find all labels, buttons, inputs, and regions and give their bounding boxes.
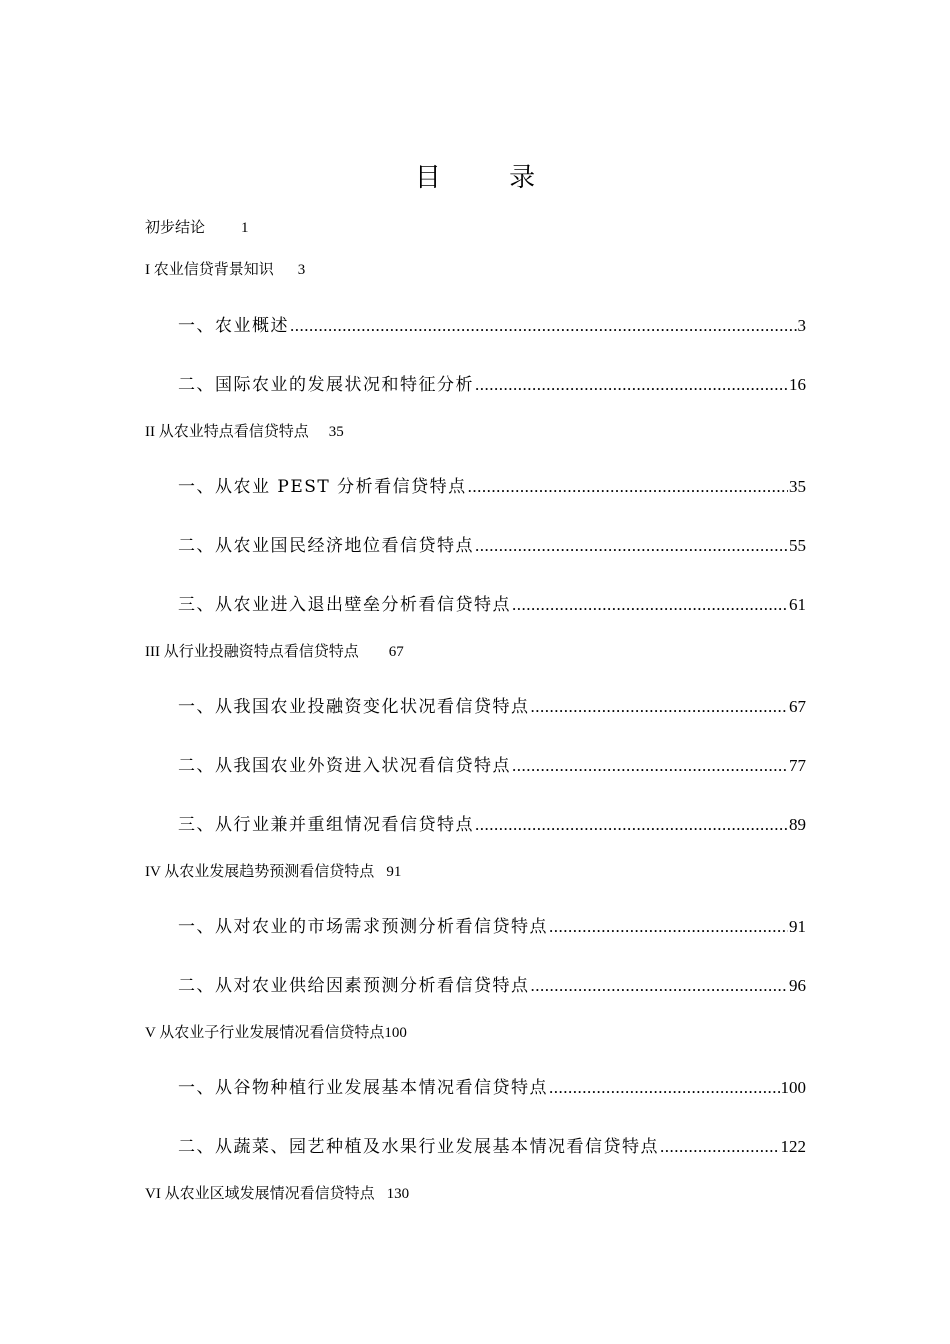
toc-dot-leader bbox=[475, 373, 788, 397]
toc-entry-label: VI 从农业区域发展情况看信贷特点 bbox=[145, 1186, 375, 1202]
toc-entry-label: 一、从我国农业投融资变化状况看信贷特点 bbox=[178, 697, 530, 717]
toc-entry-label: I 农业信贷背景知识 bbox=[145, 262, 274, 278]
toc-section-entry[interactable] bbox=[178, 314, 806, 338]
toc-dot-leader bbox=[660, 1135, 780, 1159]
toc-section-entry[interactable] bbox=[178, 534, 806, 558]
toc-entry-label: V 从农业子行业发展情况看信贷特点 bbox=[145, 1025, 385, 1041]
toc-chapter-entry[interactable] bbox=[145, 260, 305, 280]
toc-entry-label: IV 从农业发展趋势预测看信贷特点 bbox=[145, 864, 375, 880]
toc-entry-label: 二、从我国农业外资进入状况看信贷特点 bbox=[178, 756, 511, 776]
toc-entry-label: 二、从农业国民经济地位看信贷特点 bbox=[178, 536, 474, 556]
toc-section-entry[interactable] bbox=[178, 695, 806, 719]
toc-section-entry[interactable] bbox=[178, 1076, 806, 1100]
toc-entry-page: 35 bbox=[789, 477, 806, 496]
toc-section-entry[interactable] bbox=[178, 475, 806, 499]
toc-entry-page: 35 bbox=[328, 424, 344, 440]
toc-dot-leader bbox=[290, 314, 797, 338]
toc-entry-page: 67 bbox=[789, 697, 806, 716]
toc-dot-leader bbox=[475, 813, 788, 837]
toc-section-entry[interactable] bbox=[178, 373, 806, 397]
toc-entry-label: III 从行业投融资特点看信贷特点 bbox=[145, 644, 359, 660]
toc-entry-page: 55 bbox=[789, 536, 806, 555]
toc-chapter-entry[interactable] bbox=[145, 1184, 409, 1204]
toc-chapter-entry[interactable] bbox=[145, 422, 344, 442]
toc-dot-leader bbox=[549, 915, 788, 939]
toc-section-entry[interactable] bbox=[178, 915, 806, 939]
toc-entry-page: 130 bbox=[386, 1186, 410, 1202]
toc-dot-leader bbox=[549, 1076, 780, 1100]
toc-entry-label: II 从农业特点看信贷特点 bbox=[145, 424, 309, 440]
toc-title: 目 录 bbox=[414, 163, 566, 193]
toc-dot-leader bbox=[512, 754, 788, 778]
toc-entry-page: 1 bbox=[241, 220, 249, 236]
toc-chapter-entry[interactable] bbox=[145, 1023, 407, 1043]
toc-section-entry[interactable] bbox=[178, 754, 806, 778]
toc-entry-page: 100 bbox=[384, 1025, 407, 1041]
toc-entry-page: 77 bbox=[789, 756, 806, 775]
toc-entry-page: 16 bbox=[789, 375, 806, 394]
toc-entry-page: 61 bbox=[789, 595, 806, 614]
toc-entry-label: 二、从蔬菜、园艺种植及水果行业发展基本情况看信贷特点 bbox=[178, 1137, 659, 1157]
toc-dot-leader bbox=[512, 593, 788, 617]
toc-dot-leader bbox=[531, 974, 789, 998]
toc-dot-leader bbox=[475, 534, 788, 558]
toc-entry-label: 二、国际农业的发展状况和特征分析 bbox=[178, 375, 474, 395]
toc-chapter-entry[interactable] bbox=[145, 642, 404, 662]
toc-entry-label: 一、农业概述 bbox=[178, 316, 289, 336]
toc-entry-page: 100 bbox=[780, 1078, 806, 1097]
toc-entry-page: 96 bbox=[789, 976, 806, 995]
toc-entry-page: 67 bbox=[388, 644, 404, 660]
toc-entry-label: 一、从谷物种植行业发展基本情况看信贷特点 bbox=[178, 1078, 548, 1098]
toc-entry-page: 91 bbox=[386, 864, 402, 880]
toc-entry-label: 三、从农业进入退出壁垒分析看信贷特点 bbox=[178, 595, 511, 615]
toc-section-entry[interactable] bbox=[178, 974, 806, 998]
toc-entry-page: 3 bbox=[297, 262, 306, 278]
toc-chapter-entry[interactable] bbox=[145, 218, 249, 238]
toc-entry-page: 89 bbox=[789, 815, 806, 834]
toc-dot-leader bbox=[468, 475, 788, 499]
toc-entry-page: 3 bbox=[797, 316, 806, 335]
toc-entry-label: 一、从农业 PEST 分析看信贷特点 bbox=[178, 477, 467, 497]
toc-entry-label: 三、从行业兼并重组情况看信贷特点 bbox=[178, 815, 474, 835]
toc-entry-page: 122 bbox=[780, 1137, 806, 1156]
toc-dot-leader bbox=[531, 695, 789, 719]
toc-entry-label: 二、从对农业供给因素预测分析看信贷特点 bbox=[178, 976, 530, 996]
toc-entry-label: 初步结论 bbox=[145, 220, 206, 236]
toc-section-entry[interactable] bbox=[178, 593, 806, 617]
toc-entry-page: 91 bbox=[789, 917, 806, 936]
toc-section-entry[interactable] bbox=[178, 1135, 806, 1159]
toc-section-entry[interactable] bbox=[178, 813, 806, 837]
toc-entry-label: 一、从对农业的市场需求预测分析看信贷特点 bbox=[178, 917, 548, 937]
toc-chapter-entry[interactable] bbox=[145, 862, 401, 882]
